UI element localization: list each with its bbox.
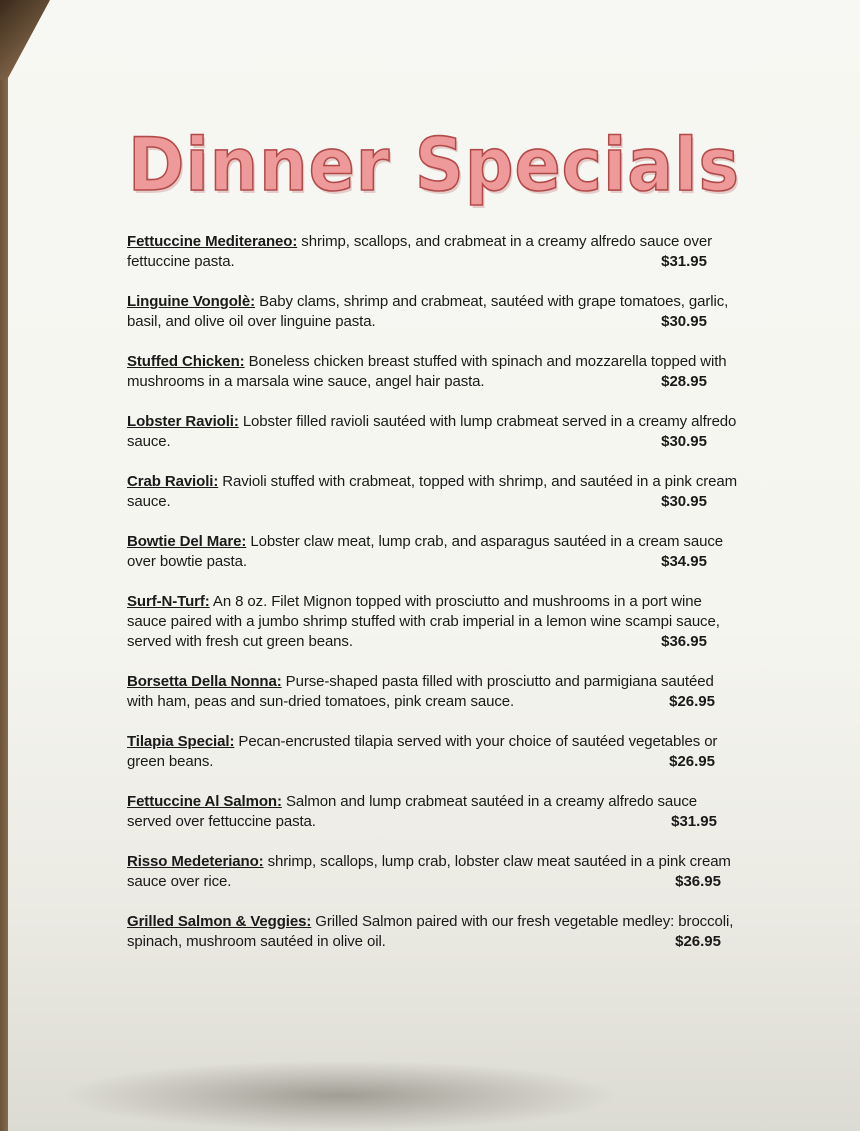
item-name: Fettuccine Mediteraneo: [127,233,298,250]
item-price: $36.95 [675,873,721,890]
item-price: $26.95 [675,933,721,950]
menu-item [127,732,737,772]
item-description: Lobster filled ravioli sautéed with lump crabmeat served in a creamy alfredo sauce. [127,413,737,450]
page-title: Dinner Specials [128,122,740,209]
item-name: Grilled Salmon & Veggies: [127,913,312,930]
item-name: Surf-N-Turf: [127,593,210,610]
menu-item [127,592,737,652]
item-price: $26.95 [669,753,715,770]
menu-item [127,912,737,952]
menu-item [127,292,737,332]
item-description: Pecan-encrusted tilapia served with your choice of sautéed vegetables or green beans. [127,733,718,770]
menu-item [127,672,737,712]
item-description: Baby clams, shrimp and crabmeat, sautéed with grape tomatoes, garlic, basil, and olive oil over linguine pasta. [127,293,729,330]
item-name: Stuffed Chicken: [127,353,245,370]
menu-item [127,412,737,452]
item-price: $28.95 [661,373,707,390]
item-description: shrimp, scallops, and crabmeat in a creamy alfredo sauce over fettuccine pasta. [127,233,713,270]
item-name: Crab Ravioli: [127,473,219,490]
item-price: $26.95 [669,693,715,710]
item-description: Boneless chicken breast stuffed with spinach and mozzarella topped with mushrooms in a marsala wine sauce, angel hair pasta. [127,353,727,390]
item-name: Risso Medeteriano: [127,853,264,870]
item-price: $31.95 [661,253,707,270]
item-price: $30.95 [661,493,707,510]
item-description: Salmon and lump crabmeat sautéed in a creamy alfredo sauce served over fettuccine pasta. [127,793,698,830]
menu-item [127,232,737,272]
item-name: Borsetta Della Nonna: [127,673,282,690]
item-price: $30.95 [661,313,707,330]
item-price: $30.95 [661,433,707,450]
item-name: Linguine Vongolè: [127,293,256,310]
item-description: An 8 oz. Filet Mignon topped with prosciutto and mushrooms in a port wine sauce paired with a jumbo shrimp stuffed with crab imperial in a lemon wine scampi sauce, served with fresh cut green beans. [127,593,720,650]
menu-item [127,532,737,572]
item-name: Tilapia Special: [127,733,235,750]
item-description: Purse-shaped pasta filled with prosciutto and parmigiana sautéed with ham, peas and sun-dried tomatoes, pink cream sauce. [127,673,714,710]
item-name: Fettuccine Al Salmon: [127,793,282,810]
item-price: $36.95 [661,633,707,650]
item-description: shrimp, scallops, lump crab, lobster claw meat sautéed in a pink cream sauce over rice. [127,853,731,890]
item-description: Ravioli stuffed with crabmeat, topped with shrimp, and sautéed in a pink cream sauce. [127,473,737,510]
menu-item [127,792,737,832]
item-name: Bowtie Del Mare: [127,533,247,550]
menu-item [127,472,737,512]
item-price: $34.95 [661,553,707,570]
item-name: Lobster Ravioli: [127,413,239,430]
shadow [60,1060,620,1131]
item-price: $31.95 [671,813,717,830]
menu-item [127,352,737,392]
item-description: Grilled Salmon paired with our fresh vegetable medley: broccoli, spinach, mushroom sautéed in olive oil. [127,913,734,950]
item-description: Lobster claw meat, lump crab, and asparagus sautéed in a cream sauce over bowtie pasta. [127,533,723,570]
menu-item [127,852,737,892]
